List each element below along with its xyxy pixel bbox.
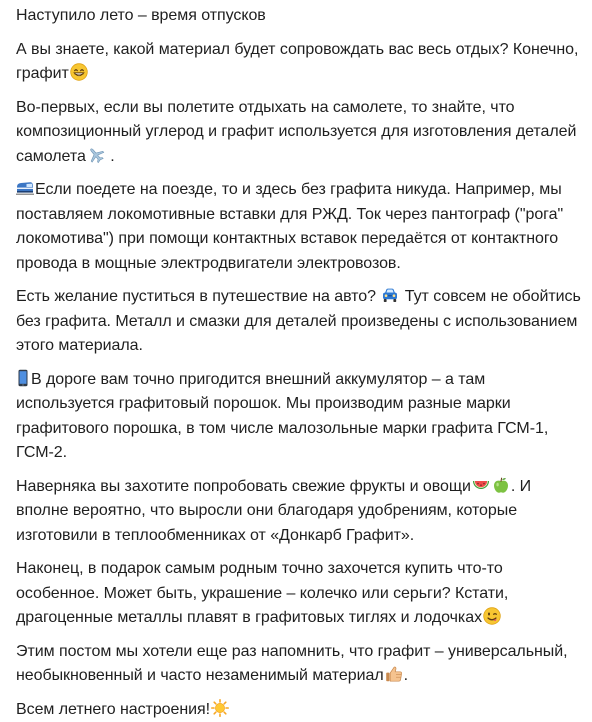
text-line: без графита. Металл и смазки для деталей произведены с использованием bbox=[16, 310, 580, 335]
text-span: необыкновенный и часто незаменимый материал bbox=[16, 667, 384, 684]
watermelon-icon bbox=[472, 476, 490, 494]
text-line: Наконец, в подарок самым родным точно захочется купить что-то bbox=[16, 557, 580, 582]
text-span: Тут совсем не обойтись bbox=[400, 288, 580, 305]
text-line: Наступило лето – время отпусков bbox=[16, 4, 580, 29]
text-span: Если поедете на поезде, то и здесь без графита никуда. Например, мы bbox=[35, 181, 562, 198]
paragraph-intro bbox=[16, 38, 580, 87]
text-line bbox=[16, 368, 580, 393]
paragraph-summary bbox=[16, 640, 580, 689]
phone-icon bbox=[16, 369, 30, 387]
text-span: . bbox=[106, 148, 115, 165]
car-icon bbox=[381, 286, 399, 304]
text-line bbox=[16, 285, 580, 310]
text-line: Этим постом мы хотели еще раз напомнить, что графит – универсальный, bbox=[16, 640, 580, 665]
text-line: ГСМ-2. bbox=[16, 441, 580, 466]
text-line: А вы знаете, какой материал будет сопровождать вас весь отдых? Конечно, bbox=[16, 38, 580, 63]
text-span: . И bbox=[511, 478, 531, 495]
text-line: этого материала. bbox=[16, 334, 580, 359]
text-span: драгоценные металлы плавят в графитовых тиглях и лодочках bbox=[16, 609, 482, 626]
green-apple-icon bbox=[492, 476, 510, 494]
sun-icon bbox=[211, 699, 229, 717]
winking-face-icon bbox=[483, 607, 501, 625]
text-line: Во-первых, если вы полетите отдыхать на самолете, то знайте, что bbox=[16, 96, 580, 121]
text-line bbox=[16, 606, 580, 631]
text-line: поставляем локомотивные вставки для РЖД. Ток через пантограф ("рога" bbox=[16, 203, 580, 228]
paragraph-battery bbox=[16, 368, 580, 466]
text-line: графитового порошка, в том числе малозольные марки графита ГСМ-1, bbox=[16, 417, 580, 442]
text-span: . bbox=[404, 667, 408, 684]
text-span: графит bbox=[16, 65, 69, 82]
text-line bbox=[16, 145, 580, 170]
airplane-icon bbox=[87, 146, 105, 164]
text-line bbox=[16, 698, 580, 722]
paragraph-fruits bbox=[16, 475, 580, 549]
text-line: изготовили в теплообменниках от «Донкарб Графит». bbox=[16, 524, 580, 549]
post-title bbox=[16, 4, 580, 29]
text-span: Есть желание пуститься в путешествие на авто? bbox=[16, 288, 380, 305]
train-icon bbox=[16, 179, 34, 197]
text-line: вполне вероятно, что выросли они благодаря удобрениям, которые bbox=[16, 499, 580, 524]
paragraph-car bbox=[16, 285, 580, 359]
text-line: композиционный углерод и графит используется для изготовления деталей bbox=[16, 120, 580, 145]
text-span: В дороге вам точно пригодится внешний аккумулятор – а там bbox=[31, 371, 485, 388]
text-line: локомотива") при помощи контактных вставок передаётся от контактного bbox=[16, 227, 580, 252]
text-line: провода в мощные электродвигатели электровозов. bbox=[16, 252, 580, 277]
text-span: самолета bbox=[16, 148, 86, 165]
paragraph-gift bbox=[16, 557, 580, 631]
text-line bbox=[16, 178, 580, 203]
paragraph-train bbox=[16, 178, 580, 276]
text-line bbox=[16, 62, 580, 87]
text-span: Наверняка вы захотите попробовать свежие фрукты и овощи bbox=[16, 478, 471, 495]
grinning-face-icon bbox=[70, 63, 88, 81]
paragraph-closing bbox=[16, 698, 580, 722]
text-line bbox=[16, 475, 580, 500]
text-line: используется графитовый порошок. Мы производим разные марки bbox=[16, 392, 580, 417]
paragraph-plane bbox=[16, 96, 580, 170]
text-span: Всем летнего настроения! bbox=[16, 701, 210, 718]
text-line: особенное. Может быть, украшение – колечко или серьги? Кстати, bbox=[16, 582, 580, 607]
